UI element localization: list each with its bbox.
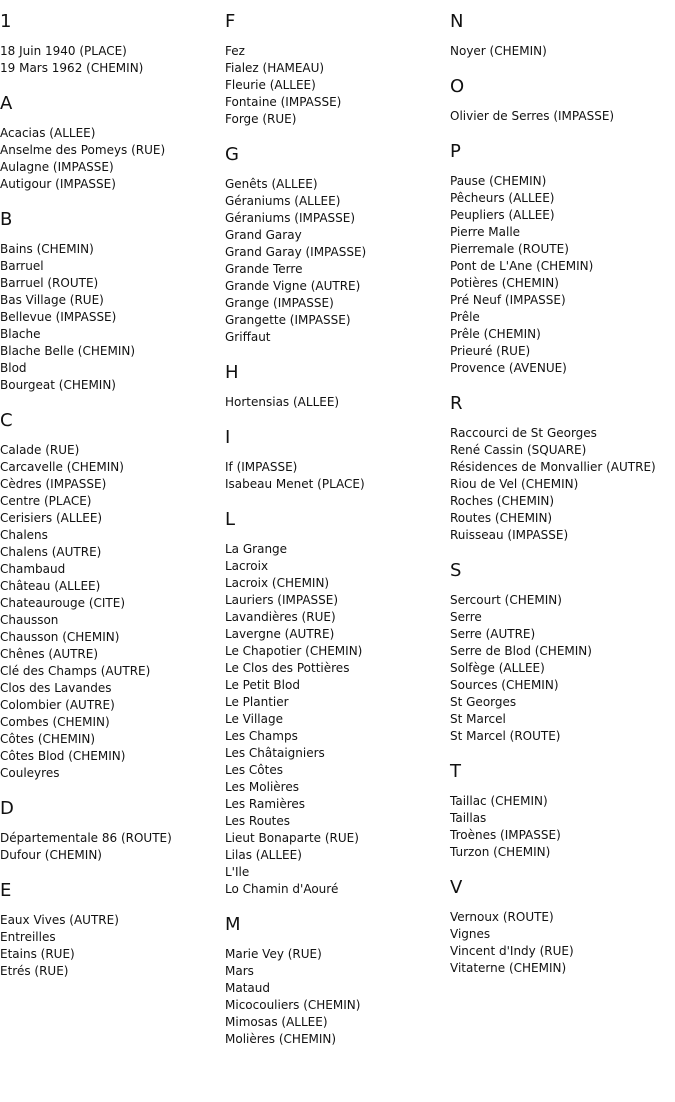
street-entry: Peupliers (ALLEE) (450, 208, 555, 222)
street-list (0, 241, 220, 394)
street-list (0, 830, 220, 864)
street-entry: Lavergne (AUTRE) (225, 627, 335, 641)
letter-group (225, 363, 445, 411)
letter-heading: 1 (0, 11, 12, 32)
street-entry: St Marcel (450, 712, 506, 726)
street-entry: Départementale 86 (ROUTE) (0, 831, 172, 845)
street-entry: If (IMPASSE) (225, 460, 298, 474)
street-entry: Potières (CHEMIN) (450, 276, 559, 290)
street-entry: Etains (RUE) (0, 947, 75, 961)
street-entry: Molières (CHEMIN) (225, 1032, 337, 1046)
street-entry: Les Champs (225, 729, 298, 743)
street-entry: Le Petit Blod (225, 678, 300, 692)
street-entry: Mars (225, 964, 254, 978)
street-entry: Blache (0, 327, 41, 341)
street-entry: Anselme des Pomeys (RUE) (0, 143, 166, 157)
street-entry: Lauriers (IMPASSE) (225, 593, 339, 607)
street-entry: Marie Vey (RUE) (225, 947, 322, 961)
street-entry: Grand Garay (IMPASSE) (225, 245, 367, 259)
street-entry: 18 Juin 1940 (PLACE) (0, 44, 127, 58)
street-entry: St Georges (450, 695, 517, 709)
street-entry: Lieut Bonaparte (RUE) (225, 831, 359, 845)
street-list (0, 125, 220, 193)
street-entry: Cerisiers (ALLEE) (0, 511, 103, 525)
letter-heading: T (450, 761, 461, 782)
street-entry: Géraniums (ALLEE) (225, 194, 341, 208)
letter-group (450, 878, 670, 977)
street-list (225, 43, 445, 128)
street-entry: Combes (CHEMIN) (0, 715, 110, 729)
letter-heading: M (225, 914, 241, 935)
street-list (0, 442, 220, 782)
letter-heading: D (0, 798, 14, 819)
street-list (0, 912, 220, 980)
street-list (450, 108, 670, 125)
street-entry: Prêle (450, 310, 480, 324)
street-entry: Le Clos des Pottières (225, 661, 350, 675)
street-entry: Château (ALLEE) (0, 579, 101, 593)
street-entry: Blache Belle (CHEMIN) (0, 344, 136, 358)
street-entry: Clos des Lavandes (0, 681, 112, 695)
street-entry: Barruel (ROUTE) (0, 276, 99, 290)
street-entry: Les Routes (225, 814, 291, 828)
street-entry: Provence (AVENUE) (450, 361, 567, 375)
street-entry: Les Molières (225, 780, 299, 794)
letter-heading: H (225, 362, 239, 383)
street-entry: Grande Vigne (AUTRE) (225, 279, 361, 293)
letter-group (0, 210, 220, 394)
street-entry: Carcavelle (CHEMIN) (0, 460, 124, 474)
letter-group (450, 762, 670, 861)
street-entry: Chalens (AUTRE) (0, 545, 102, 559)
street-entry: Dufour (CHEMIN) (0, 848, 102, 862)
street-entry: Lacroix (225, 559, 269, 573)
index-column-1 (0, 12, 220, 997)
street-entry: Le Village (225, 712, 283, 726)
letter-heading: S (450, 560, 462, 581)
letter-group (225, 510, 445, 898)
street-entry: Géraniums (IMPASSE) (225, 211, 356, 225)
street-entry: Bellevue (IMPASSE) (0, 310, 117, 324)
street-entry: Ruisseau (IMPASSE) (450, 528, 569, 542)
street-entry: Taillac (CHEMIN) (450, 794, 548, 808)
street-entry: Genêts (ALLEE) (225, 177, 318, 191)
street-entry: Roches (CHEMIN) (450, 494, 555, 508)
letter-heading: C (0, 410, 13, 431)
street-entry: Résidences de Monvallier (AUTRE) (450, 460, 656, 474)
street-entry: Grand Garay (225, 228, 302, 242)
street-entry: Entreilles (0, 930, 56, 944)
street-list (450, 592, 670, 745)
street-entry: 19 Mars 1962 (CHEMIN) (0, 61, 144, 75)
index-column-2 (225, 12, 445, 1065)
street-entry: Vernoux (ROUTE) (450, 910, 554, 924)
street-entry: Mataud (225, 981, 270, 995)
street-entry: Grande Terre (225, 262, 303, 276)
street-entry: Vignes (450, 927, 491, 941)
street-entry: L'Ile (225, 865, 250, 879)
street-entry: Chênes (AUTRE) (0, 647, 99, 661)
street-entry: Taillas (450, 811, 487, 825)
letter-heading: R (450, 393, 463, 414)
letter-heading: L (225, 509, 236, 530)
street-entry: Centre (PLACE) (0, 494, 92, 508)
street-entry: Lo Chamin d'Aouré (225, 882, 339, 896)
street-entry: Bas Village (RUE) (0, 293, 104, 307)
street-entry: Etrés (RUE) (0, 964, 69, 978)
letter-heading: B (0, 209, 13, 230)
street-entry: St Marcel (ROUTE) (450, 729, 561, 743)
letter-heading: F (225, 11, 236, 32)
street-entry: Raccourci de St Georges (450, 426, 597, 440)
street-entry: Barruel (0, 259, 44, 273)
letter-group (450, 394, 670, 544)
street-entry: Pêcheurs (ALLEE) (450, 191, 555, 205)
letter-group (450, 142, 670, 377)
street-entry: Chausson (CHEMIN) (0, 630, 120, 644)
street-entry: Pierremale (ROUTE) (450, 242, 569, 256)
street-entry: Chalens (0, 528, 48, 542)
street-entry: Troènes (IMPASSE) (450, 828, 561, 842)
street-entry: Bains (CHEMIN) (0, 242, 94, 256)
street-entry: Fez (225, 44, 245, 58)
street-entry: Calade (RUE) (0, 443, 80, 457)
street-list (225, 176, 445, 346)
street-entry: Fialez (HAMEAU) (225, 61, 325, 75)
letter-heading: P (450, 141, 461, 162)
street-entry: Cèdres (IMPASSE) (0, 477, 107, 491)
letter-heading: I (225, 427, 231, 448)
letter-heading: O (450, 76, 465, 97)
street-list (450, 793, 670, 861)
street-entry: Eaux Vives (AUTRE) (0, 913, 119, 927)
street-entry: Grangette (IMPASSE) (225, 313, 351, 327)
street-entry: Chausson (0, 613, 59, 627)
street-entry: Fleurie (ALLEE) (225, 78, 316, 92)
street-entry: Lilas (ALLEE) (225, 848, 302, 862)
street-entry: Les Ramières (225, 797, 306, 811)
street-entry: Mimosas (ALLEE) (225, 1015, 328, 1029)
street-entry: Pierre Malle (450, 225, 521, 239)
street-entry: Solfège (ALLEE) (450, 661, 545, 675)
street-entry: Serre de Blod (CHEMIN) (450, 644, 592, 658)
letter-group (450, 561, 670, 745)
street-entry: Routes (CHEMIN) (450, 511, 553, 525)
letter-group (0, 12, 220, 77)
letter-group (225, 915, 445, 1048)
street-list (450, 909, 670, 977)
street-entry: Isabeau Menet (PLACE) (225, 477, 365, 491)
street-entry: Les Côtes (225, 763, 283, 777)
street-entry: Acacias (ALLEE) (0, 126, 96, 140)
street-entry: Bourgeat (CHEMIN) (0, 378, 116, 392)
street-list (450, 173, 670, 377)
street-entry: Pont de L'Ane (CHEMIN) (450, 259, 594, 273)
street-entry: Blod (0, 361, 27, 375)
street-entry: Olivier de Serres (IMPASSE) (450, 109, 615, 123)
letter-heading: A (0, 93, 13, 114)
street-entry: Forge (RUE) (225, 112, 297, 126)
street-entry: Côtes (CHEMIN) (0, 732, 96, 746)
index-column-3 (450, 12, 670, 994)
street-entry: Pause (CHEMIN) (450, 174, 547, 188)
street-entry: La Grange (225, 542, 288, 556)
street-entry: Noyer (CHEMIN) (450, 44, 547, 58)
street-list (450, 425, 670, 544)
street-list (225, 459, 445, 493)
street-entry: Hortensias (ALLEE) (225, 395, 340, 409)
street-entry: Fontaine (IMPASSE) (225, 95, 342, 109)
letter-group (0, 411, 220, 782)
street-entry: Sources (CHEMIN) (450, 678, 559, 692)
street-entry: Côtes Blod (CHEMIN) (0, 749, 126, 763)
letter-heading: G (225, 144, 239, 165)
street-list (225, 394, 445, 411)
street-list (450, 43, 670, 60)
street-entry: Vincent d'Indy (RUE) (450, 944, 574, 958)
letter-heading: N (450, 11, 464, 32)
street-entry: Les Châtaigniers (225, 746, 325, 760)
street-entry: Micocouliers (CHEMIN) (225, 998, 361, 1012)
street-entry: Chateaurouge (CITE) (0, 596, 126, 610)
letter-group (225, 428, 445, 493)
letter-group (450, 12, 670, 60)
street-entry: Lacroix (CHEMIN) (225, 576, 330, 590)
letter-group (450, 77, 670, 125)
street-entry: Vitaterne (CHEMIN) (450, 961, 567, 975)
street-list (225, 541, 445, 898)
letter-heading: E (0, 880, 12, 901)
street-list (225, 946, 445, 1048)
letter-heading: V (450, 877, 463, 898)
street-entry: Turzon (CHEMIN) (450, 845, 551, 859)
street-entry: Aulagne (IMPASSE) (0, 160, 114, 174)
street-entry: Serre (450, 610, 482, 624)
street-entry: Autigour (IMPASSE) (0, 177, 116, 191)
street-entry: Chambaud (0, 562, 66, 576)
street-entry: Pré Neuf (IMPASSE) (450, 293, 566, 307)
letter-group (225, 12, 445, 128)
street-list (0, 43, 220, 77)
street-entry: Le Chapotier (CHEMIN) (225, 644, 363, 658)
street-entry: Sercourt (CHEMIN) (450, 593, 562, 607)
street-entry: Colombier (AUTRE) (0, 698, 115, 712)
street-entry: Lavandières (RUE) (225, 610, 336, 624)
street-entry: Riou de Vel (CHEMIN) (450, 477, 579, 491)
street-entry: Couleyres (0, 766, 60, 780)
street-entry: Prieuré (RUE) (450, 344, 531, 358)
street-entry: Serre (AUTRE) (450, 627, 536, 641)
street-entry: Prêle (CHEMIN) (450, 327, 541, 341)
street-entry: Griffaut (225, 330, 271, 344)
letter-group (0, 799, 220, 864)
street-entry: Le Plantier (225, 695, 289, 709)
street-entry: Grange (IMPASSE) (225, 296, 334, 310)
letter-group (0, 881, 220, 980)
letter-group (225, 145, 445, 346)
letter-group (0, 94, 220, 193)
street-entry: Clé des Champs (AUTRE) (0, 664, 151, 678)
street-entry: René Cassin (SQUARE) (450, 443, 587, 457)
